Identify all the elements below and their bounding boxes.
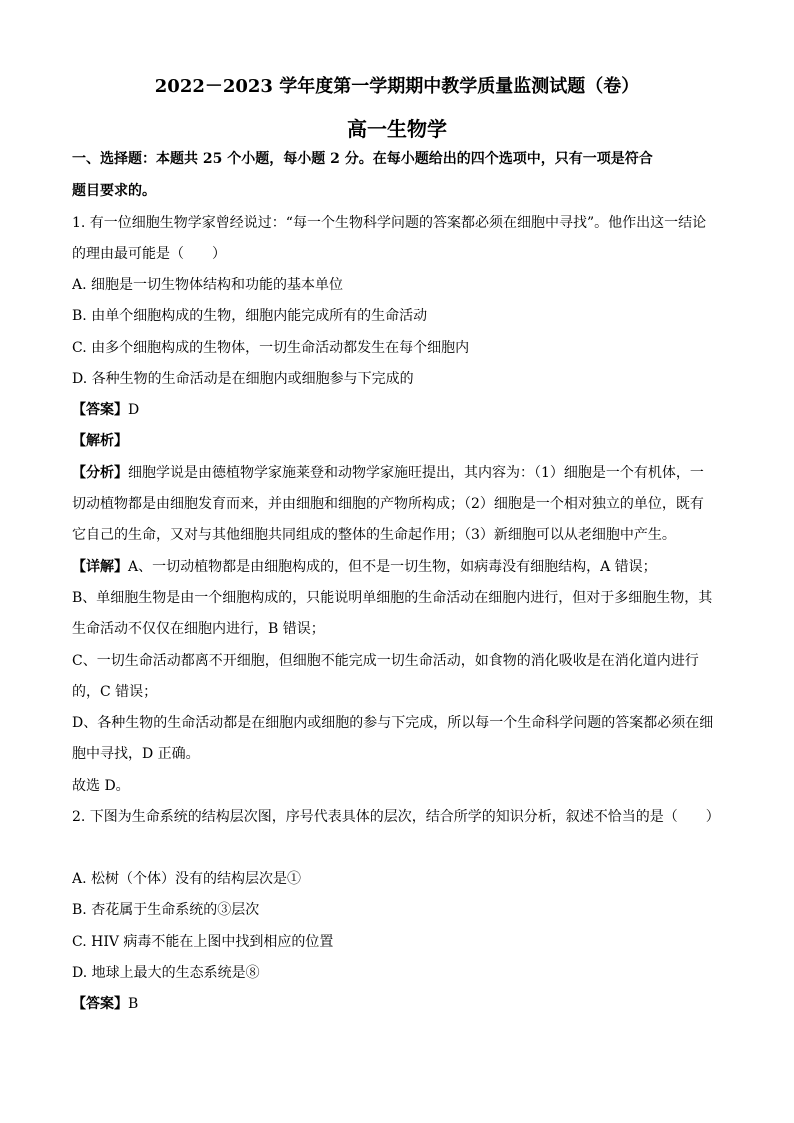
exam-subtitle: 高一生物学 [347,117,447,141]
q1-conclusion: 故选 D。 [72,778,130,794]
xiangjie-a-text: A、一切动植物都是由细胞构成的，但不是一切生物，如病毒没有细胞结构，A 错误； [128,559,657,575]
q1-option-a: A. 细胞是一切生物体结构和功能的基本单位 [72,277,344,293]
q2-option-d: D. 地球上最大的生态系统是⑧ [72,965,260,981]
q1-answer [72,400,732,420]
answer-value: D [128,402,140,418]
q1-xiangjie-c1: C、一切生命活动都离不开细胞，但细胞不能完成一切生命活动，如食物的消化吸收是在消化道内进行 [72,653,699,669]
q1-fenxi-line1 [72,463,732,483]
q2-option-a: A. 松树（个体）没有的结构层次是① [72,871,302,887]
q1-stem-line1: 1. 有一位细胞生物学家曾经说过：“每一个生物科学问题的答案都必须在细胞中寻找”。他作出这一结论 [72,215,707,231]
q1-stem-line2: 的理由最可能是（ ） [72,246,226,262]
q1-xiangjie-b2: 生命活动不仅仅在细胞内进行，B 错误； [72,621,325,637]
section-heading-line1: 一、选择题：本题共 25 个小题，每小题 2 分。在每小题给出的四个选项中，只有一项是符合 [72,151,653,167]
q2-answer-label: 【答案】 [72,996,128,1012]
q1-xiangjie-c2: 的，C 错误； [72,684,158,700]
q1-fenxi-line2: 切动植物都是由细胞发育而来，并由细胞和细胞的产物所构成；（2）细胞是一个相对独立的单位，既有 [72,496,704,512]
q2-option-b: B. 杏花属于生命系统的③层次 [72,902,260,918]
q1-option-d: D. 各种生物的生命活动是在细胞内或细胞参与下完成的 [72,371,414,387]
exam-title: 2022－2023 学年度第一学期期中教学质量监测试题（卷） [154,76,640,97]
q1-option-c: C. 由多个细胞构成的生物体，一切生命活动都发生在每个细胞内 [72,340,470,356]
q1-xiangjie-d2: 胞中寻找，D 正确。 [72,746,200,762]
q2-answer-value: B [128,996,139,1012]
q2-answer [72,994,732,1014]
q1-xiangjie-d1: D、各种生物的生命活动都是在细胞内或细胞的参与下完成，所以每一个生命科学问题的答案都必须在细 [72,715,714,731]
xiangjie-label: 【详解】 [72,559,128,575]
fenxi-text: 细胞学说是由德植物学家施莱登和动物学家施旺提出，其内容为：（1）细胞是一个有机体，一 [128,465,704,481]
q1-analysis-label: 【解析】 [72,433,128,449]
q1-xiangjie-a [72,557,732,577]
q2-option-c: C. HIV 病毒不能在上图中找到相应的位置 [72,934,334,950]
q1-fenxi-line3: 它自己的生命，又对与其他细胞共同组成的整体的生命起作用；（3）新细胞可以从老细胞中产生。 [72,527,676,543]
section-heading-line2: 题目要求的。 [72,183,156,199]
answer-label: 【答案】 [72,402,128,418]
q1-option-b: B. 由单个细胞构成的生物，细胞内能完成所有的生命活动 [72,308,428,324]
q2-stem: 2. 下图为生命系统的结构层次图，序号代表具体的层次，结合所学的知识分析，叙述不恰当的是（ ） [72,809,720,825]
q1-xiangjie-b1: B、单细胞生物是由一个细胞构成的，只能说明单细胞的生命活动在细胞内进行，但对于多细胞生物，其 [72,590,713,606]
fenxi-label: 【分析】 [72,465,128,481]
